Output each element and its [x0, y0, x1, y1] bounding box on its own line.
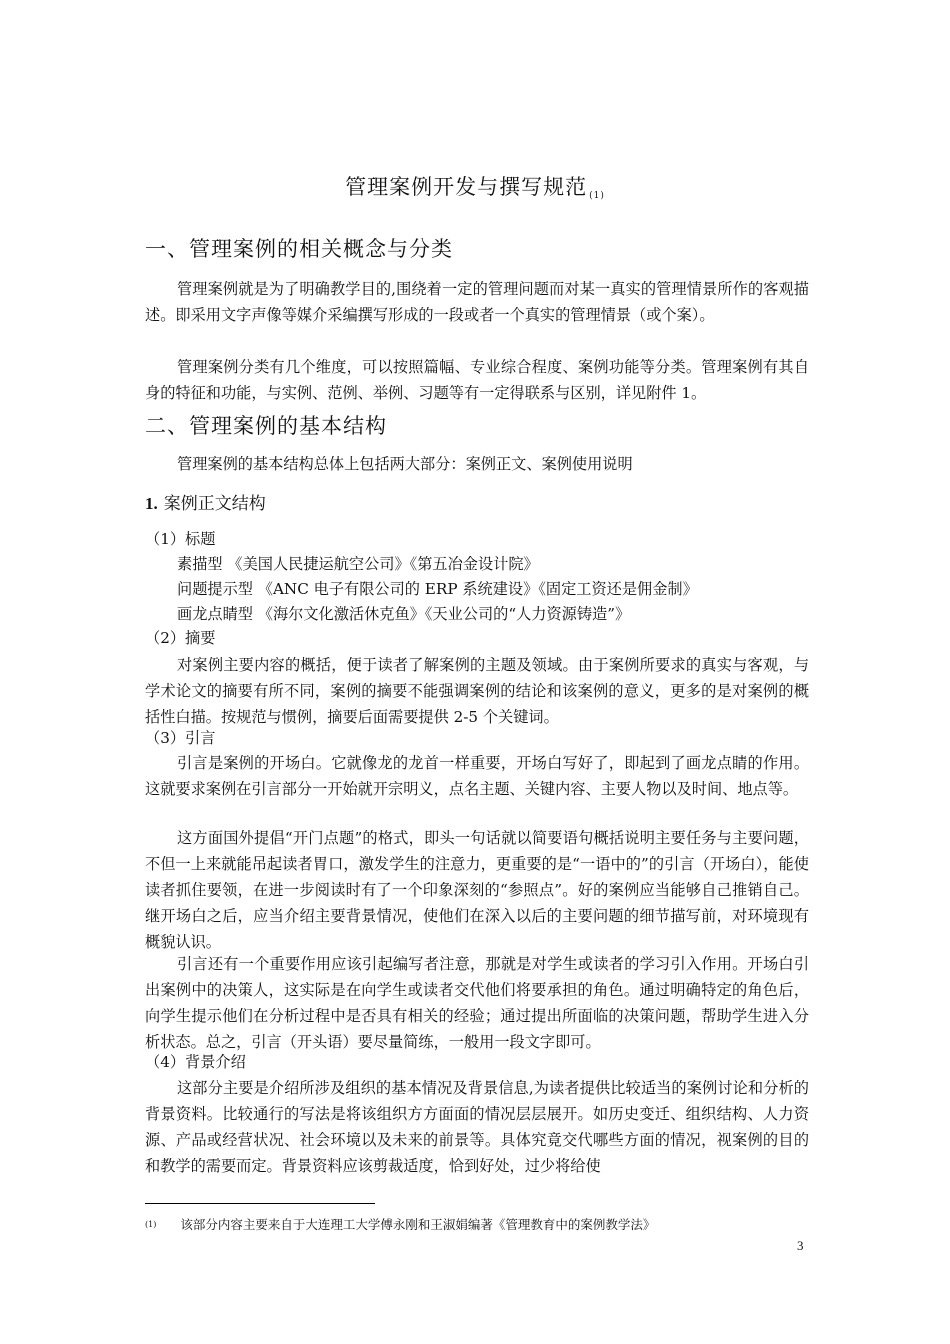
title-example-line: 素描型 《美国人民捷运航空公司》《第五冶金设计院》: [177, 555, 539, 573]
subsection1-number: 1.: [145, 494, 158, 513]
subsection1-label: 案例正文结构: [163, 494, 266, 514]
item-intro-label: （3）引言: [145, 729, 216, 747]
intro-paragraph-2: 这方面国外提倡“开门点题”的格式，即头一句话就以简要语句概括说明主要任务与主要问题，不但一上来就能吊起读者胃口，激发学生的注意力，更重要的是“一语中的”的引言（开场白），能使读者抓住要领，在进一步阅读时有了一个印象深刻的“参照点”。好的案例应当能够自己推销自己。继开场白之后，应当介绍主要背景情况，使他们在深入以后的主要问题的细节描写前，对环境现有概貌认识。: [145, 829, 809, 951]
footnote-divider: [145, 1203, 375, 1204]
intro-paragraph-1: 引言是案例的开场白。它就像龙的龙首一样重要，开场白写好了，即起到了画龙点睛的作用。这就要求案例在引言部分一开始就开宗明义，点名主题、关键内容、主要人物以及时间、地点等。: [145, 754, 809, 798]
title-footnote-mark: (1): [589, 191, 605, 201]
item-background-label: （4）背景介绍: [145, 1053, 246, 1071]
abstract-paragraph: 对案例主要内容的概括，便于读者了解案例的主题及领域。由于案例所要求的真实与客观，与学术论文的摘要有所不同，案例的摘要不能强调案例的结论和该案例的意义，更多的是对案例的概括性白描。按规范与惯例，摘要后面需要提供 2-5 个关键词。: [145, 656, 809, 726]
section1-paragraph-1: 管理案例就是为了明确教学目的,围绕着一定的管理问题而对某一真实的管理情景所作的客观描述。即采用文字声像等媒介采编撰写形成的一段或者一个真实的管理情景（或个案）。: [145, 280, 809, 324]
section2-heading: 二、管理案例的基本结构: [145, 414, 387, 438]
footnote-text: 该部分内容主要来自于大连理工大学傅永刚和王淑娟编著《管理教育中的案例教学法》: [180, 1217, 656, 1232]
page-number: 3: [797, 1238, 804, 1253]
background-paragraph: 这部分主要是介绍所涉及组织的基本情况及背景信息,为读者提供比较适当的案例讨论和分析的背景资料。比较通行的写法是将该组织方方面面的情况层层展开。如历史变迁、组织结构、人力资源、产品或经营状况、社会环境以及未来的前景等。具体究竟交代哪些方面的情况，视案例的目的和教学的需要而定。背景资料应该剪裁适度，恰到好处，过少将给使: [145, 1079, 809, 1175]
footnote: [145, 1215, 655, 1233]
item-abstract-label: （2）摘要: [145, 629, 216, 647]
title-example-line: 画龙点睛型 《海尔文化激活休克鱼》《天业公司的“人力资源铸造”》: [177, 605, 631, 623]
document-title: [0, 171, 950, 201]
item-title-label: （1）标题: [145, 530, 216, 548]
subsection1-heading: [145, 489, 266, 514]
section1-heading: 一、管理案例的相关概念与分类: [145, 237, 453, 261]
title-example-line: 问题提示型 《ANC 电子有限公司的 ERP 系统建设》《固定工资还是佣金制》: [177, 580, 698, 598]
footnote-mark: (1): [145, 1220, 157, 1229]
section1-paragraph-2: 管理案例分类有几个维度，可以按照篇幅、专业综合程度、案例功能等分类。管理案例有其自身的特征和功能，与实例、范例、举例、习题等有一定得联系与区别，详见附件 1。: [145, 358, 809, 402]
title-text: 管理案例开发与撰写规范: [345, 175, 588, 199]
section2-intro: 管理案例的基本结构总体上包括两大部分：案例正文、案例使用说明: [177, 455, 633, 473]
intro-paragraph-3: 引言还有一个重要作用应该引起编写者注意，那就是对学生或读者的学习引入作用。开场白引出案例中的决策人，这实际是在向学生或读者交代他们将要承担的角色。通过明确特定的角色后，向学生提示他们在分析过程中是否具有相关的经验；通过提出所面临的决策问题，帮助学生进入分析状态。总之，引言（开头语）要尽量简练，一般用一段文字即可。: [145, 955, 809, 1051]
